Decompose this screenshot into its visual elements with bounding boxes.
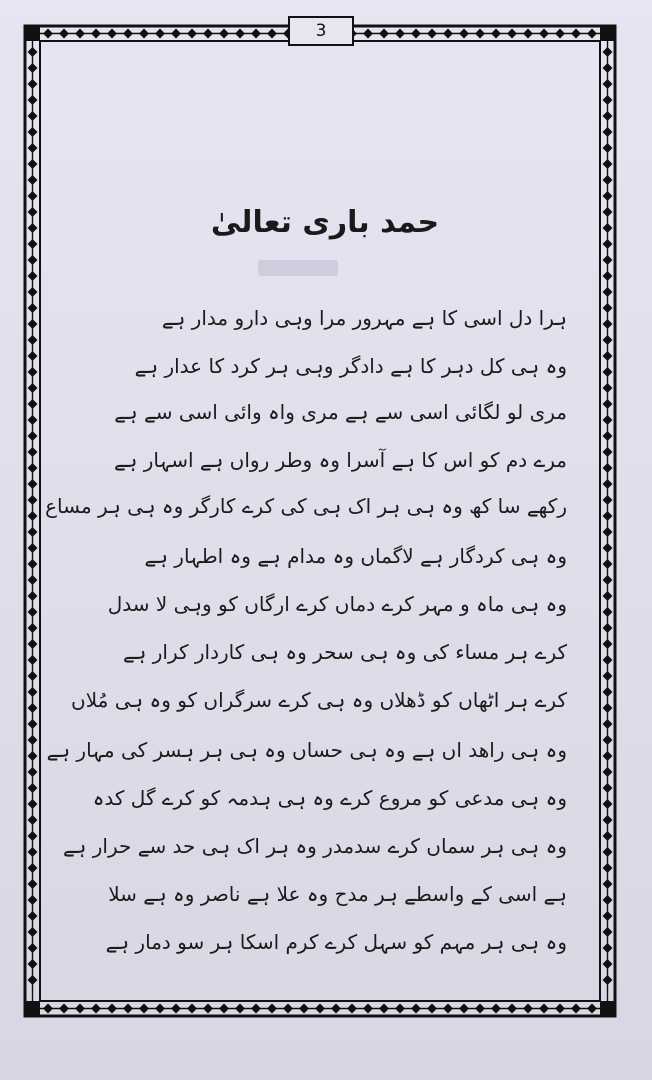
verse-line-2: وہ ہی کل دہر کا ہے دادگر وہی ہر کرد کا عدار ہے [134, 354, 567, 378]
verse-line-8: کرے ہر مساء کی وہ ہی سحر وہ ہی کاردار کرار ہے [122, 640, 567, 664]
poem-title: حمد باری تعالیٰ [210, 205, 440, 240]
verse-line-7: وہ ہی ماہ و مہر کرے دماں کرے ارگاں کو وہی لا سدل [107, 592, 567, 616]
verse-line-11: وہ ہی مدعی کو مروع کرے وہ ہی ہدمہ کو کرے گل کدہ [92, 786, 567, 810]
verse-line-10: وہ ہی راھد اں ہے وہ ہی حساں وہ ہی ہر ہسر کی مہار ہے [46, 738, 567, 762]
verse-line-6: وہ ہی کردگار ہے لاگماں وہ مدام ہے وہ اطہار ہے [144, 544, 567, 568]
verse-line-5: رکھے سا کھ وہ ہی ہر اک ہی کی کرے کارگر وہ ہی ہر مساع [45, 494, 567, 518]
page-number: 3 [288, 16, 354, 46]
verse-line-3: مری لو لگائی اسی سے ہے مری واہ وائی اسی سے ہے [114, 400, 567, 424]
faint-stamp-mark [258, 260, 338, 276]
verse-line-12: وہ ہی ہر سماں کرے سدمدر وہ ہر اک ہی حد سے حرار ہے [62, 834, 567, 858]
verse-line-4: مرے دم کو اس کا ہے آسرا وہ وطر رواں ہے اسہار ہے [113, 448, 567, 472]
verse-line-13: ہے اسی کے واسطے ہر مدح وہ علا ہے ناصر وہ ہے سلا [108, 882, 567, 906]
verse-line-9: کرے ہر اٹھاں کو ڈھلاں وہ ہی کرے سرگراں کو وہ ہی مُلاں [71, 688, 567, 712]
verse-line-14: وہ ہی ہر مہم کو سہل کرے کرم اسکا ہر سو دمار ہے [105, 930, 567, 954]
verse-line-1: ہرا دل اسی کا ہے مہرور مرا وہی دارو مدار ہے [161, 306, 567, 330]
